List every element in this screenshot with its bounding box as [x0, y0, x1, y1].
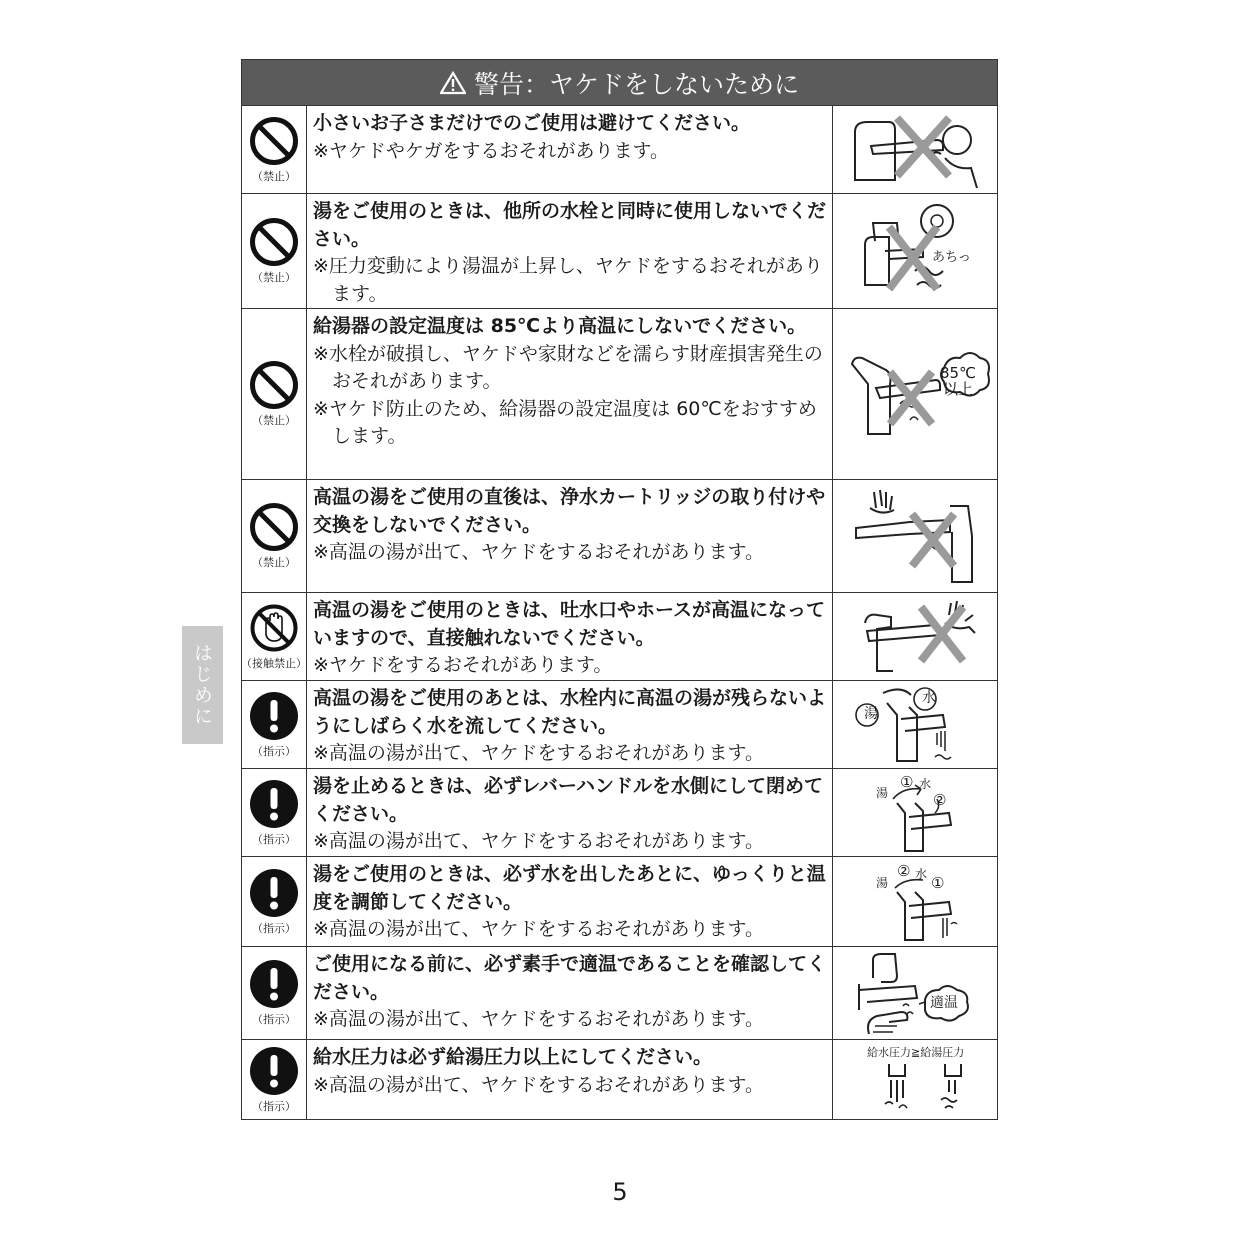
warning-row [242, 309, 997, 480]
cold-label: 水 [915, 867, 928, 881]
water-pressure-illustration [833, 1040, 997, 1119]
warning-text [307, 1040, 833, 1119]
step-two-label: ② [897, 862, 911, 880]
warning-main: 湯をご使用のときは、必ず水を出したあとに、ゆっくりと温度を調節してください。 [313, 863, 826, 913]
temp-suffix: 以上 [942, 380, 973, 398]
symbol-label: （指示） [252, 1013, 296, 1026]
mandatory-icon [249, 868, 299, 918]
warning-main: 高温の湯をご使用のあとは、水栓内に高温の湯が残らないようにしばらく水を流してください。 [313, 687, 827, 737]
warning-row [242, 593, 997, 681]
warning-note: ※高温の湯が出て、ヤケドをするおそれがあります。 [313, 742, 765, 764]
symbol-label: （接触禁止） [241, 656, 307, 670]
mandatory-icon [249, 1046, 299, 1096]
no-touch-hand-icon [249, 603, 299, 653]
warning-note: ※ヤケドやケガをするおそれがあります。 [313, 139, 670, 162]
symbol-label: （指示） [252, 744, 296, 758]
cold-label: 水 [922, 690, 936, 706]
warning-main: 湯を止めるときは、必ずレバーハンドルを水側にして閉めてください。 [313, 775, 823, 825]
warning-main: 湯をご使用のときは、他所の水栓と同時に使用しないでください。 [313, 200, 827, 250]
warning-table [241, 59, 998, 1120]
mandatory-symbol [242, 1040, 307, 1119]
warning-row [242, 947, 997, 1040]
mandatory-icon [249, 959, 299, 1009]
simultaneous-use-illustration [833, 194, 997, 308]
illustration-caption: 給水圧力≧給湯圧力 [867, 1046, 965, 1059]
symbol-label: （禁止） [252, 271, 296, 284]
warning-note: ※ヤケドをするおそれがあります。 [313, 654, 613, 676]
hot-spout-icon [845, 597, 985, 677]
prohibition-icon [249, 360, 299, 410]
warning-triangle-icon [440, 71, 466, 95]
flush-faucet-icon [845, 685, 985, 765]
warning-text [307, 480, 833, 592]
page-number: 5 [612, 1178, 628, 1206]
warning-title: 警告：ヤケドをしないために [473, 69, 799, 99]
warning-note: ※高温の湯が出て、ヤケドをするおそれがあります。 [313, 918, 765, 940]
section-tab [182, 626, 223, 744]
prohibition-icon [249, 116, 299, 166]
warning-main: 高温の湯をご使用のときは、吐水口やホースが高温になっていますので、直接触れないでください。 [313, 599, 826, 649]
warning-text [307, 681, 833, 768]
warning-text [307, 309, 833, 479]
warning-text [307, 857, 833, 946]
lever-close-illustration [833, 769, 997, 856]
cold-label: 水 [919, 777, 932, 791]
warning-text [307, 194, 833, 308]
warning-row [242, 194, 997, 309]
flush-water-illustration [833, 681, 997, 768]
mandatory-symbol [242, 769, 307, 856]
warning-text [307, 947, 833, 1039]
warning-row [242, 480, 997, 593]
illustration-caption: あちっ [932, 250, 972, 265]
illustration-caption: 適温 [930, 995, 958, 1011]
section-tab-label: はじめに [191, 643, 213, 727]
warning-note: ※高温の湯が出て、ヤケドをするおそれがあります。 [313, 1073, 765, 1096]
step-two-label: ② [933, 791, 947, 809]
mandatory-symbol [242, 857, 307, 946]
warning-row [242, 106, 997, 194]
warning-text [307, 106, 833, 193]
mandatory-icon [249, 779, 299, 829]
check-temperature-illustration [833, 947, 997, 1039]
symbol-label: （禁止） [252, 169, 296, 183]
symbol-label: （指示） [252, 921, 296, 935]
warning-row [242, 769, 997, 857]
warning-main: 給湯器の設定温度は 85℃より高温にしないでください。 [313, 315, 807, 337]
step-one-label: ① [931, 874, 945, 892]
mandatory-symbol [242, 681, 307, 768]
symbol-label: （禁止） [252, 556, 296, 569]
hot-label: 湯 [864, 706, 878, 722]
cartridge-replace-icon [840, 486, 990, 586]
warning-note: ※圧力変動により湯温が上昇し、ヤケドをするおそれがあります。 [313, 255, 823, 305]
prohibition-symbol [242, 194, 307, 308]
warning-header [242, 60, 997, 106]
warning-row [242, 1040, 997, 1119]
prohibition-symbol [242, 480, 307, 592]
hot-label: 湯 [876, 786, 889, 800]
symbol-label: （指示） [252, 1099, 296, 1113]
child-at-faucet-icon [845, 110, 985, 190]
warning-main: ご使用になる前に、必ず素手で適温であることを確認してください。 [313, 953, 827, 1003]
warning-main: 給水圧力は必ず給湯圧力以上にしてください。 [313, 1046, 713, 1068]
lever-close-icon [845, 773, 985, 853]
hot-label: 湯 [876, 876, 889, 890]
child-faucet-illustration [833, 106, 997, 193]
temperature-adjust-illustration [833, 857, 997, 946]
hot-spout-illustration [833, 593, 997, 680]
hand-test-water-icon [845, 950, 985, 1036]
illustration-caption [940, 365, 976, 397]
mandatory-icon [249, 691, 299, 741]
warning-note: ※高温の湯が出て、ヤケドをするおそれがあります。 [313, 541, 765, 563]
step-one-label: ① [900, 773, 914, 791]
warning-note: ※高温の湯が出て、ヤケドをするおそれがあります。 [313, 830, 765, 852]
prohibition-symbol [242, 309, 307, 479]
warning-text [307, 593, 833, 680]
prohibition-icon [249, 502, 299, 552]
warning-main: 高温の湯をご使用の直後は、浄水カートリッジの取り付けや交換をしないでください。 [313, 486, 826, 536]
warning-note: ※水栓が破損し、ヤケドや家財などを濡らす財産損害発生のおそれがあります。 [313, 342, 823, 392]
symbol-label: （指示） [252, 832, 296, 846]
warning-row [242, 857, 997, 947]
prohibition-symbol [242, 106, 307, 193]
prohibition-icon [249, 217, 299, 267]
temp-value: 85℃ [940, 364, 976, 382]
warning-text [307, 769, 833, 856]
symbol-label: （禁止） [252, 414, 296, 427]
temperature-limit-illustration [833, 309, 997, 479]
no-touch-symbol [242, 593, 307, 680]
warning-main: 小さいお子さまだけでのご使用は避けてください。 [313, 112, 751, 134]
warning-note: ※ヤケド防止のため、給湯器の設定温度は 60℃をおすすめします。 [313, 397, 817, 447]
mandatory-symbol [242, 947, 307, 1039]
cartridge-illustration [833, 480, 997, 592]
warning-note: ※高温の湯が出て、ヤケドをするおそれがあります。 [313, 1008, 765, 1030]
warning-row [242, 681, 997, 769]
